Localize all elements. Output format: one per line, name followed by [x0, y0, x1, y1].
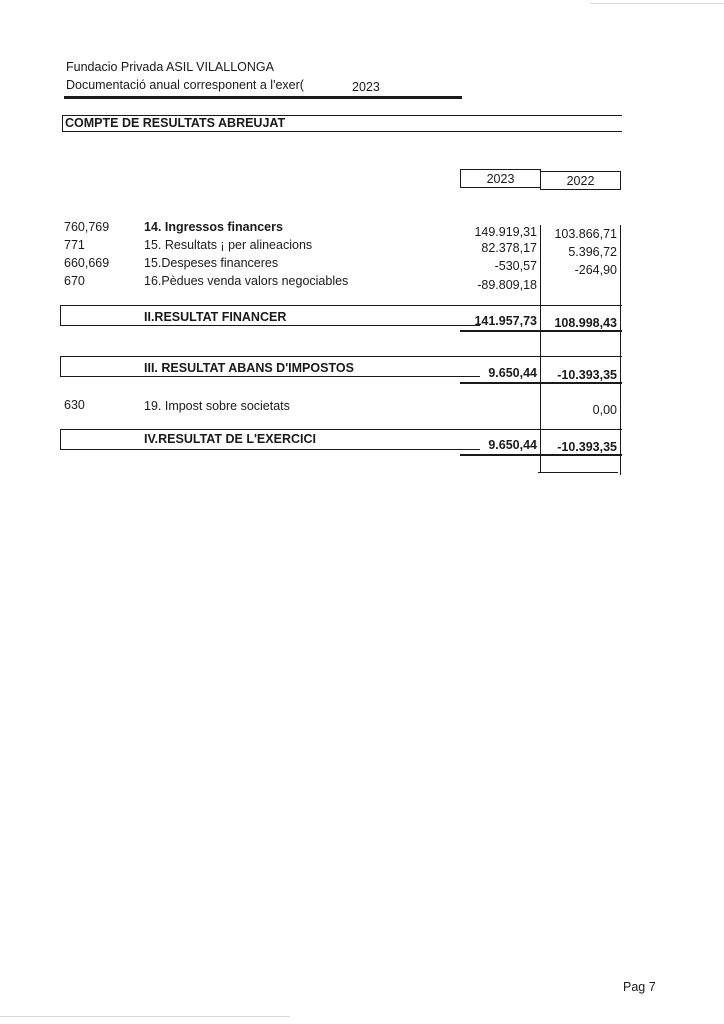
total-bottom-rule [60, 449, 480, 450]
total-bottom-rule [60, 325, 480, 326]
row-label: 15. Resultats ¡ per alineacions [144, 238, 313, 252]
value-2022: -264,90 [574, 263, 617, 277]
column-header-2023 [460, 169, 541, 188]
document-title: Documentació anual corresponent a l'exer( [66, 78, 304, 92]
column-header-2022-label: 2022 [566, 174, 595, 188]
page-number: Pag 7 [623, 980, 656, 994]
row-label: 16.Pèdues venda valors negociables [144, 274, 349, 288]
total-value-rule [460, 382, 622, 384]
column-header-2023-label: 2023 [486, 172, 515, 186]
total-value-rule [460, 454, 622, 456]
total-bottom-rule [60, 376, 480, 377]
section-title: COMPTE DE RESULTATS ABREUJAT [65, 116, 286, 130]
account-code: 760,769 [64, 220, 110, 234]
total-value-2023: 141.957,73 [474, 314, 537, 328]
total-label: IV.RESULTAT DE L'EXERCICI [144, 432, 316, 446]
total-value-rule [460, 330, 622, 332]
total-top-rule [60, 305, 622, 306]
column-header-2022 [540, 171, 621, 190]
total-value-2023: 9.650,44 [488, 366, 537, 380]
row-label: 15.Despeses financeres [144, 256, 279, 270]
value-2023: 82.378,17 [481, 241, 537, 255]
total-value-2022: -10.393,35 [557, 368, 617, 382]
value-2023: -89.809,18 [477, 278, 537, 292]
account-code: 670 [64, 274, 85, 288]
value-2022: 5.396,72 [568, 245, 617, 259]
section-left-rule [62, 115, 63, 131]
document-year: 2023 [352, 80, 380, 94]
total-value-2022: -10.393,35 [557, 440, 617, 454]
account-code: 660,669 [64, 256, 110, 270]
value-2023: -530,57 [494, 259, 537, 273]
account-code: 630 [64, 398, 85, 412]
value-2023: 149.919,31 [474, 225, 537, 239]
value-2022: 103.866,71 [554, 227, 617, 241]
column-divider-2 [620, 225, 621, 475]
organization-name: Fundacio Privada ASIL VILALLONGA [66, 60, 274, 74]
row-label: 14. Ingressos financers [144, 220, 283, 234]
total-value-2022: 108.998,43 [554, 316, 617, 330]
total-label: II.RESULTAT FINANCER [144, 310, 287, 324]
total-top-rule [60, 429, 622, 430]
section-bottom-rule [62, 131, 622, 132]
value-2022: 0,00 [592, 403, 617, 417]
account-code: 771 [64, 238, 85, 252]
header-rule [64, 96, 462, 99]
total-top-rule [60, 356, 622, 357]
total-left-rule [60, 356, 61, 376]
row-label: 19. Impost sobre societats [144, 399, 290, 413]
total-label: III. RESULTAT ABANS D'IMPOSTOS [144, 361, 354, 375]
total-left-rule [60, 305, 61, 325]
total-value-2023: 9.650,44 [488, 438, 537, 452]
total-left-rule [60, 429, 61, 449]
closing-rule [538, 472, 618, 473]
